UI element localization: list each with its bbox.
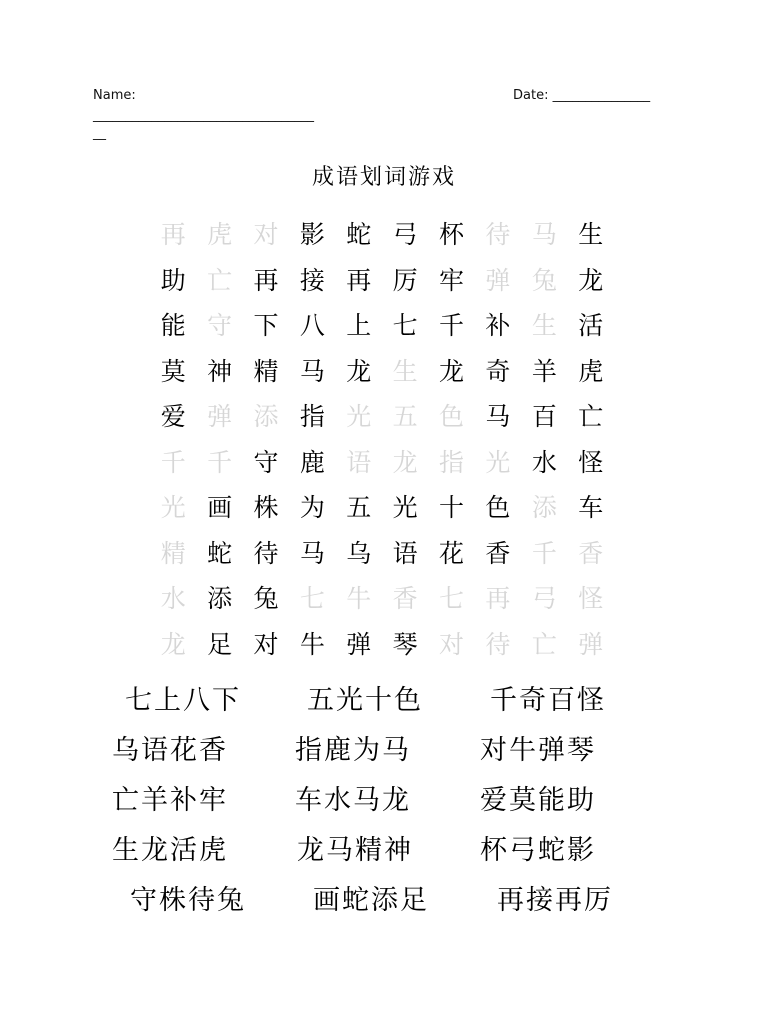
grid-cell[interactable]: 七 bbox=[299, 584, 325, 613]
grid-cell[interactable]: 怪 bbox=[578, 447, 604, 477]
grid-cell[interactable]: 龙 bbox=[160, 629, 186, 659]
grid-cell[interactable]: 花 bbox=[439, 538, 465, 568]
idiom-answer: 对牛弹琴 bbox=[480, 735, 596, 766]
grid-cell[interactable]: 百 bbox=[531, 402, 557, 431]
grid-cell[interactable]: 怪 bbox=[578, 584, 604, 613]
name-line: __________________________________ bbox=[93, 108, 314, 123]
grid-cell[interactable]: 光 bbox=[392, 493, 418, 522]
idiom-answer: 亡羊补牢 bbox=[112, 785, 228, 816]
grid-cell[interactable]: 色 bbox=[439, 402, 465, 431]
grid-row bbox=[150, 258, 614, 304]
grid-cell[interactable]: 助 bbox=[160, 265, 186, 295]
grid-cell[interactable]: 千 bbox=[207, 447, 233, 477]
idiom-answer: 乌语花香 bbox=[112, 735, 228, 766]
grid-cell[interactable]: 弓 bbox=[531, 584, 557, 613]
grid-cell[interactable]: 五 bbox=[346, 493, 372, 522]
grid-cell[interactable]: 奇 bbox=[485, 356, 511, 386]
grid-cell[interactable]: 车 bbox=[578, 493, 604, 522]
grid-cell[interactable]: 添 bbox=[207, 584, 233, 613]
grid-cell[interactable]: 杯 bbox=[439, 220, 465, 249]
grid-cell[interactable]: 马 bbox=[299, 538, 325, 568]
idiom-answer: 车水马龙 bbox=[295, 785, 411, 816]
grid-cell[interactable]: 香 bbox=[578, 538, 604, 568]
grid-cell[interactable]: 水 bbox=[531, 447, 557, 477]
answer-row bbox=[0, 878, 768, 928]
grid-cell[interactable]: 亡 bbox=[531, 629, 557, 659]
grid-cell[interactable]: 弹 bbox=[485, 265, 511, 295]
grid-cell[interactable]: 上 bbox=[346, 311, 372, 340]
idiom-answer: 五光十色 bbox=[307, 685, 423, 716]
grid-cell[interactable]: 能 bbox=[160, 311, 186, 340]
date-label: Date: _______________ bbox=[513, 88, 651, 103]
grid-cell[interactable]: 为 bbox=[299, 493, 325, 522]
grid-cell[interactable]: 兔 bbox=[531, 265, 557, 295]
grid-cell[interactable]: 画 bbox=[207, 493, 233, 522]
grid-cell[interactable]: 十 bbox=[439, 493, 465, 522]
grid-cell[interactable]: 神 bbox=[207, 356, 233, 386]
idiom-answer: 指鹿为马 bbox=[295, 735, 411, 766]
grid-cell[interactable]: 乌 bbox=[346, 538, 372, 568]
grid-cell[interactable]: 水 bbox=[160, 584, 186, 613]
grid-cell[interactable]: 对 bbox=[253, 629, 279, 659]
grid-row bbox=[150, 303, 614, 349]
idiom-answer: 七上八下 bbox=[125, 685, 241, 716]
grid-cell[interactable]: 下 bbox=[253, 311, 279, 340]
grid-cell[interactable]: 龙 bbox=[392, 447, 418, 477]
grid-cell[interactable]: 株 bbox=[253, 493, 279, 522]
grid-cell[interactable]: 生 bbox=[392, 356, 418, 386]
grid-cell[interactable]: 活 bbox=[578, 311, 604, 340]
grid-cell[interactable]: 鹿 bbox=[299, 447, 325, 477]
grid-cell[interactable]: 光 bbox=[346, 402, 372, 431]
grid-cell[interactable]: 千 bbox=[531, 538, 557, 568]
grid-cell[interactable]: 精 bbox=[160, 538, 186, 568]
grid-cell[interactable]: 再 bbox=[485, 584, 511, 613]
grid-cell[interactable]: 蛇 bbox=[207, 538, 233, 568]
grid-row bbox=[150, 622, 614, 668]
grid-cell[interactable]: 爱 bbox=[160, 402, 186, 431]
grid-cell[interactable]: 五 bbox=[392, 402, 418, 431]
grid-cell[interactable]: 再 bbox=[253, 265, 279, 295]
grid-cell[interactable]: 添 bbox=[531, 493, 557, 522]
grid-cell[interactable]: 千 bbox=[160, 447, 186, 477]
grid-cell[interactable]: 牢 bbox=[439, 265, 465, 295]
idiom-answer: 生龙活虎 bbox=[112, 835, 228, 866]
grid-cell[interactable]: 接 bbox=[299, 265, 325, 295]
answer-row bbox=[0, 678, 768, 728]
page-title: 成语划词游戏 bbox=[311, 165, 456, 190]
grid-cell[interactable]: 龙 bbox=[346, 356, 372, 386]
grid-cell[interactable]: 马 bbox=[531, 220, 557, 249]
name-label: Name: bbox=[93, 88, 136, 103]
grid-cell[interactable]: 待 bbox=[485, 220, 511, 249]
grid-cell[interactable]: 弹 bbox=[207, 402, 233, 431]
grid-cell[interactable]: 龙 bbox=[578, 265, 604, 295]
grid-cell[interactable]: 精 bbox=[253, 356, 279, 386]
grid-cell[interactable]: 守 bbox=[253, 447, 279, 477]
grid-cell[interactable]: 七 bbox=[392, 311, 418, 340]
grid-cell[interactable]: 待 bbox=[485, 629, 511, 659]
grid-cell[interactable]: 亡 bbox=[207, 265, 233, 295]
idiom-answer: 龙马精神 bbox=[297, 835, 413, 866]
grid-row bbox=[150, 440, 614, 486]
grid-row bbox=[150, 394, 614, 440]
idiom-answer-list bbox=[0, 678, 768, 928]
idiom-answer: 画蛇添足 bbox=[313, 885, 429, 916]
grid-row bbox=[150, 485, 614, 531]
grid-cell[interactable]: 厉 bbox=[392, 265, 418, 295]
answer-row bbox=[0, 728, 768, 778]
grid-cell[interactable]: 马 bbox=[485, 402, 511, 431]
grid-cell[interactable]: 莫 bbox=[160, 356, 186, 386]
grid-cell[interactable]: 影 bbox=[299, 220, 325, 249]
grid-cell[interactable]: 语 bbox=[392, 538, 418, 568]
grid-cell[interactable]: 色 bbox=[485, 493, 511, 522]
grid-cell[interactable]: 对 bbox=[439, 629, 465, 659]
grid-cell[interactable]: 生 bbox=[531, 311, 557, 340]
idiom-answer: 杯弓蛇影 bbox=[480, 835, 596, 866]
grid-cell[interactable]: 光 bbox=[485, 447, 511, 477]
grid-cell[interactable]: 虎 bbox=[207, 220, 233, 249]
grid-cell[interactable]: 七 bbox=[439, 584, 465, 613]
idiom-answer: 爱莫能助 bbox=[480, 785, 596, 816]
grid-cell[interactable]: 生 bbox=[578, 220, 604, 249]
grid-cell[interactable]: 兔 bbox=[253, 584, 279, 613]
grid-cell[interactable]: 牛 bbox=[299, 629, 325, 659]
grid-cell[interactable]: 香 bbox=[485, 538, 511, 568]
grid-cell[interactable]: 亡 bbox=[578, 402, 604, 431]
grid-cell[interactable]: 弹 bbox=[578, 629, 604, 659]
grid-cell[interactable]: 指 bbox=[299, 402, 325, 431]
grid-cell[interactable]: 马 bbox=[299, 356, 325, 386]
grid-cell[interactable]: 守 bbox=[207, 311, 233, 340]
grid-cell[interactable]: 弹 bbox=[346, 629, 372, 659]
grid-row bbox=[150, 212, 614, 258]
grid-cell[interactable]: 光 bbox=[160, 493, 186, 522]
grid-cell[interactable]: 琴 bbox=[392, 629, 418, 659]
grid-cell[interactable]: 再 bbox=[346, 265, 372, 295]
grid-cell[interactable]: 羊 bbox=[531, 356, 557, 386]
answer-row bbox=[0, 828, 768, 878]
grid-cell[interactable]: 千 bbox=[439, 311, 465, 340]
grid-cell[interactable]: 虎 bbox=[578, 356, 604, 386]
grid-cell[interactable]: 香 bbox=[392, 584, 418, 613]
grid-cell[interactable]: 龙 bbox=[439, 356, 465, 386]
idiom-answer: 千奇百怪 bbox=[490, 685, 606, 716]
grid-row bbox=[150, 576, 614, 622]
idiom-answer: 再接再厉 bbox=[497, 885, 613, 916]
grid-cell[interactable]: 足 bbox=[207, 629, 233, 659]
grid-row bbox=[150, 531, 614, 577]
idiom-answer: 守株待兔 bbox=[130, 885, 246, 916]
grid-cell[interactable]: 蛇 bbox=[346, 220, 372, 249]
grid-cell[interactable]: 弓 bbox=[392, 220, 418, 249]
grid-cell[interactable]: 八 bbox=[299, 311, 325, 340]
grid-cell[interactable]: 指 bbox=[439, 447, 465, 477]
grid-row bbox=[150, 349, 614, 395]
grid-cell[interactable]: 待 bbox=[253, 538, 279, 568]
grid-cell[interactable]: 添 bbox=[253, 402, 279, 431]
grid-cell[interactable]: 语 bbox=[346, 447, 372, 477]
grid-cell[interactable]: 再 bbox=[160, 220, 186, 249]
answer-row bbox=[0, 778, 768, 828]
grid-cell[interactable]: 补 bbox=[485, 311, 511, 340]
name-line-continuation: __ bbox=[93, 126, 106, 141]
word-search-grid bbox=[150, 212, 614, 667]
grid-cell[interactable]: 牛 bbox=[346, 584, 372, 613]
grid-cell[interactable]: 对 bbox=[253, 220, 279, 249]
